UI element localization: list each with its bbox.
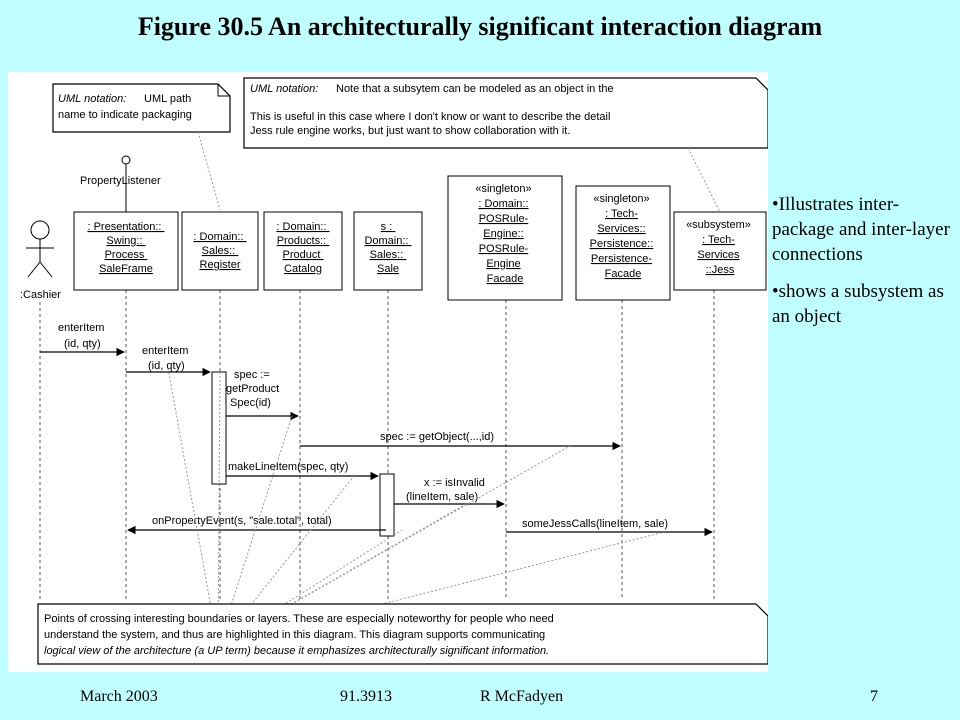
note-uml-path-line-2: name to indicate packaging	[58, 109, 192, 121]
object-jess-subsystem-label: «subsystem» : Tech- Services ::Jess	[686, 219, 751, 276]
footer-author: R McFadyen	[480, 688, 564, 705]
sequence-diagram-canvas	[8, 72, 768, 672]
footer-page-number: 7	[870, 688, 878, 705]
note-subsystem-line-1: Note that a subsytem can be modeled as an object in the	[336, 83, 614, 95]
bullet-list	[772, 192, 958, 341]
property-listener-interface	[80, 156, 161, 212]
bullet-item: •shows a subsystem as an object	[772, 281, 944, 327]
object-pos-rule-engine-facade-label: «singleton» : Domain:: POSRule- Engine:: POSRule- Engine Facade	[475, 183, 532, 285]
object-sale	[354, 212, 422, 290]
note-subsystem	[244, 78, 768, 148]
object-process-sale-frame-label: : Presentation:: Swing:: Process SaleFrame	[87, 221, 162, 275]
object-product-catalog	[264, 212, 342, 290]
msg-on-property-event: onPropertyEvent(s, "sale.total", total)	[152, 515, 332, 527]
note-crossing-boundaries	[38, 604, 768, 664]
bullet-item: •Illustrates inter-package and inter-layer connections	[772, 194, 950, 265]
msg-enter-item-1: enterItem (id, qty)	[58, 322, 105, 350]
msg-get-product-spec: spec := getProduct Spec(id)	[226, 369, 280, 409]
msg-is-invalid: x := isInvalid (lineItem, sale)	[406, 477, 485, 503]
note-crossing-line-2: understand the system, and thus are highlighted in this diagram. This diagram supports communicating	[44, 629, 546, 641]
lifelines	[40, 290, 714, 600]
object-register	[182, 212, 258, 290]
actor-label: :Cashier	[20, 289, 61, 301]
note-crossing-line-3: logical view of the architecture (a UP term) because it emphasizes architecturally significant information.	[44, 645, 550, 657]
object-persistence-facade	[576, 186, 670, 300]
object-pos-rule-engine-facade	[448, 176, 562, 300]
object-product-catalog-label: : Domain:: Products:: Product Catalog	[276, 221, 327, 275]
message-arrows	[40, 352, 712, 532]
object-sale-label: s : Domain:: Sales:: Sale	[364, 221, 409, 275]
slide-title: Figure 30.5 An architecturally significant interaction diagram	[137, 12, 823, 41]
note-subsystem-line-2: This is useful in this case where I don't know or want to describe the detail	[250, 111, 611, 123]
register-activation	[212, 372, 226, 484]
note-uml-path	[53, 84, 230, 132]
sequence-diagram	[8, 72, 768, 672]
msg-get-object: spec := getObject(...,id)	[380, 431, 495, 443]
footer-date: March 2003	[80, 688, 158, 705]
note-uml-path-line-1: UML path	[144, 93, 192, 105]
interface-label: PropertyListener	[80, 175, 161, 187]
note-crossing-line-1: Points of crossing interesting boundaries or layers. These are especially noteworthy for people who need	[44, 613, 554, 625]
msg-some-jess-calls: someJessCalls(lineItem, sale)	[522, 518, 669, 530]
cashier-actor	[20, 221, 61, 301]
object-jess-subsystem	[674, 212, 766, 290]
object-process-sale-frame	[74, 212, 178, 290]
sale-activation	[380, 474, 394, 536]
note-uml-path-tag: UML notation:	[58, 93, 127, 105]
note-subsystem-line-3: Jess rule engine works, but just want to show collaboration with it.	[250, 125, 571, 137]
msg-make-line-item: makeLineItem(spec, qty)	[228, 461, 349, 473]
object-register-label: : Domain:: Sales:: Register	[193, 231, 244, 271]
msg-enter-item-2: enterItem (id, qty)	[142, 345, 189, 372]
note-subsystem-tag: UML notation:	[250, 83, 319, 95]
object-persistence-facade-label: «singleton» : Tech- Services:: Persistence:: Persistence- Facade	[589, 193, 654, 280]
footer-course: 91.3913	[340, 688, 392, 705]
